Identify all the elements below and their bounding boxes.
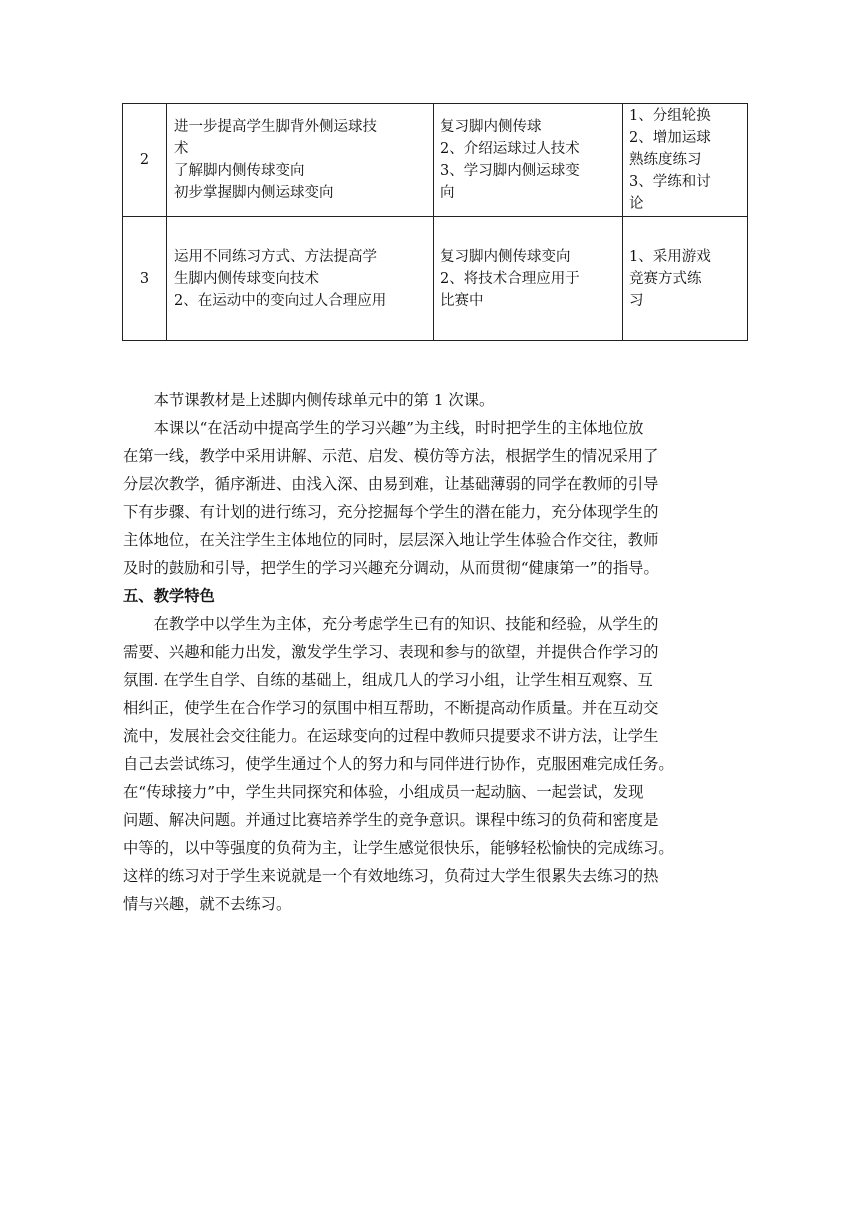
method-line: 1、采用游戏 xyxy=(629,248,711,265)
lesson-method-cell xyxy=(623,104,748,217)
paragraph-line: 及时的鼓励和引导，把学生的学习兴趣充分调动，从而贯彻“健康第一”的指导。 xyxy=(123,559,659,577)
paragraph-line: 流中，发展社会交往能力。在运球变向的过程中教师只提要求不讲方法，让学生 xyxy=(123,727,659,745)
goal-line: 2、在运动中的变向过人合理应用 xyxy=(174,292,387,309)
table-row xyxy=(123,217,748,341)
paragraph-line: 中等的，以中等强度的负荷为主，让学生感觉很快乐，能够轻松愉快的完成练习。 xyxy=(123,839,674,857)
content-line: 3、学习脚内侧运球变 xyxy=(440,163,580,179)
body-text xyxy=(123,386,721,918)
method-line: 熟练度练习 xyxy=(629,152,702,168)
goal-line: 运用不同练习方式、方法提高学 xyxy=(174,248,377,265)
lesson-plan-table xyxy=(122,103,748,341)
goal-line: 进一步提高学生脚背外侧运球技 xyxy=(174,119,377,135)
content-line: 复习脚内侧传球变向 xyxy=(440,248,571,265)
paragraph-line: 本课以“在活动中提高学生的学习兴趣”为主线，时时把学生的主体地位放 xyxy=(153,419,644,437)
goal-line: 了解脚内侧传球变向 xyxy=(174,163,305,179)
paragraph-line: 氛围. 在学生自学、自练的基础上，组成几人的学习小组，让学生相互观察、互 xyxy=(123,671,653,689)
paragraph-line: 相纠正，使学生在合作学习的氛围中相互帮助，不断提高动作质量。并在互动交 xyxy=(123,699,659,717)
lesson-goal-cell xyxy=(167,217,434,341)
lesson-goal-cell xyxy=(167,104,434,217)
paragraph-line: 主体地位，在关注学生主体地位的同时，层层深入地让学生体验合作交往，教师 xyxy=(123,531,659,549)
lesson-number-cell: 3 xyxy=(123,217,167,341)
content-line: 复习脚内侧传球 xyxy=(440,119,542,135)
method-line: 论 xyxy=(629,196,644,212)
paragraph-line: 问题、解决问题。并通过比赛培养学生的竞争意识。课程中练习的负荷和密度是 xyxy=(123,811,659,829)
table-row xyxy=(123,104,748,217)
paragraph-line: 在教学中以学生为主体，充分考虑学生已有的知识、技能和经验，从学生的 xyxy=(153,615,659,633)
method-line: 2、增加运球 xyxy=(629,130,711,146)
content-line: 比赛中 xyxy=(440,292,484,309)
paragraph-line: 在第一线，教学中采用讲解、示范、启发、模仿等方法，根据学生的情况采用了 xyxy=(123,447,659,465)
method-line: 习 xyxy=(629,292,644,309)
paragraph-line: 分层次教学，循序渐进、由浅入深、由易到难，让基础薄弱的同学在教师的引导 xyxy=(123,475,659,493)
paragraph-line: 这样的练习对于学生来说就是一个有效地练习，负荷过大学生很累失去练习的热 xyxy=(123,867,659,885)
content-line: 向 xyxy=(440,185,455,201)
lesson-content-cell xyxy=(434,217,623,341)
paragraph-teaching-approach xyxy=(123,414,721,582)
content-line: 2、介绍运球过人技术 xyxy=(440,141,580,157)
method-line: 1、分组轮换 xyxy=(629,108,711,124)
goal-line: 初步掌握脚内侧运球变向 xyxy=(174,185,334,201)
paragraph-line: 情与兴趣，就不去练习。 xyxy=(123,895,292,913)
lesson-method-cell xyxy=(623,217,748,341)
paragraph-line: 需要、兴趣和能力出发，激发学生学习、表现和参与的欲望，并提供合作学习的 xyxy=(123,643,659,661)
paragraph-teaching-features xyxy=(123,610,721,918)
method-line: 3、学练和讨 xyxy=(629,174,711,190)
lesson-content-cell xyxy=(434,104,623,217)
paragraph-line: 下有步骤、有计划的进行练习，充分挖掘每个学生的潜在能力，充分体现学生的 xyxy=(123,503,659,521)
paragraph-lesson-note: 本节课教材是上述脚内侧传球单元中的第 1 次课。 xyxy=(153,391,495,409)
content-line: 2、将技术合理应用于 xyxy=(440,270,580,287)
paragraph-line: 自己去尝试练习，使学生通过个人的努力和与同伴进行协作，克服困难完成任务。 xyxy=(123,755,674,773)
section-heading: 五、教学特色 xyxy=(123,587,215,605)
goal-line: 生脚内侧传球变向技术 xyxy=(174,270,319,287)
paragraph-line: 在“传球接力”中，学生共同探究和体验，小组成员一起动脑、一起尝试，发现 xyxy=(123,783,644,801)
lesson-number-cell: 2 xyxy=(123,104,167,217)
method-line: 竞赛方式练 xyxy=(629,270,702,287)
goal-line: 术 xyxy=(174,141,189,157)
